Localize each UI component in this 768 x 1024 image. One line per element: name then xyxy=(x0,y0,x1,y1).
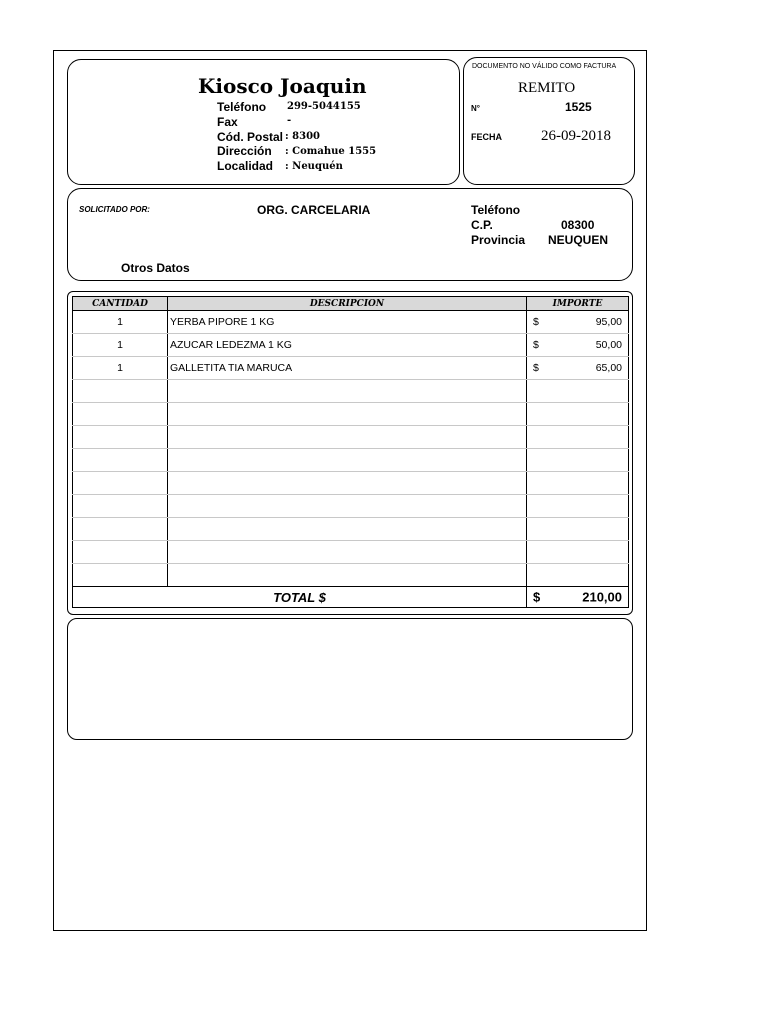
client-province-label: Provincia xyxy=(471,233,526,247)
table-row xyxy=(73,334,629,357)
header-descripcion: DESCRIPCION xyxy=(168,297,527,311)
currency-symbol: $ xyxy=(533,339,539,351)
amount-value: 95,00 xyxy=(595,316,622,328)
amount-cell xyxy=(527,403,629,426)
table-row xyxy=(73,380,629,403)
description-cell xyxy=(168,449,527,472)
qty-cell xyxy=(73,564,168,587)
document-number: 1525 xyxy=(565,100,592,114)
qty-cell: 1 xyxy=(73,311,168,334)
postal-code-value: : 8300 xyxy=(285,131,321,142)
header-cantidad: CANTIDAD xyxy=(73,297,168,311)
total-label: TOTAL $ xyxy=(73,587,527,608)
table-row xyxy=(73,426,629,449)
phone-label: Teléfono xyxy=(217,100,267,114)
qty-cell xyxy=(73,472,168,495)
qty-cell xyxy=(73,541,168,564)
items-header-row xyxy=(73,297,629,311)
amount-cell xyxy=(527,426,629,449)
amount-cell xyxy=(527,518,629,541)
table-row xyxy=(73,495,629,518)
description-cell: YERBA PIPORE 1 KG xyxy=(168,311,527,334)
description-cell xyxy=(168,426,527,449)
date-label: FECHA xyxy=(471,132,502,142)
description-cell xyxy=(168,564,527,587)
qty-cell xyxy=(73,449,168,472)
description-cell xyxy=(168,380,527,403)
amount-value: 65,00 xyxy=(595,362,622,374)
client-phone-label: Teléfono xyxy=(471,203,521,217)
total-currency: $ xyxy=(533,589,541,605)
total-amount-cell xyxy=(527,587,629,608)
not-valid-notice: DOCUMENTO NO VÁLIDO COMO FACTURA xyxy=(472,63,617,70)
amount-cell xyxy=(527,311,629,334)
amount-cell xyxy=(527,380,629,403)
total-row xyxy=(73,587,629,608)
other-data-label: Otros Datos xyxy=(121,261,190,275)
description-cell xyxy=(168,495,527,518)
amount-cell xyxy=(527,541,629,564)
amount-value: 50,00 xyxy=(595,339,622,351)
qty-cell: 1 xyxy=(73,334,168,357)
table-row xyxy=(73,311,629,334)
document-type: REMITO xyxy=(518,80,576,96)
notes-box xyxy=(67,618,633,740)
description-cell: AZUCAR LEDEZMA 1 KG xyxy=(168,334,527,357)
description-cell xyxy=(168,541,527,564)
table-row xyxy=(73,357,629,380)
remito-box xyxy=(463,57,635,185)
fax-label: Fax xyxy=(217,115,238,129)
document-date: 26-09-2018 xyxy=(541,128,611,144)
amount-cell xyxy=(527,357,629,380)
qty-cell xyxy=(73,518,168,541)
items-table xyxy=(72,296,629,608)
qty-cell xyxy=(73,426,168,449)
phone-value: 299-5044155 xyxy=(287,101,361,112)
amount-cell xyxy=(527,334,629,357)
amount-cell xyxy=(527,449,629,472)
amount-cell xyxy=(527,564,629,587)
qty-cell xyxy=(73,403,168,426)
total-amount: 210,00 xyxy=(582,589,622,605)
table-row xyxy=(73,518,629,541)
qty-cell: 1 xyxy=(73,357,168,380)
client-cp-label: C.P. xyxy=(471,218,493,232)
table-row xyxy=(73,541,629,564)
requested-by-label: SOLICITADO POR: xyxy=(79,205,150,214)
description-cell xyxy=(168,403,527,426)
amount-cell xyxy=(527,495,629,518)
company-name: Kiosco Joaquin xyxy=(198,74,367,98)
currency-symbol: $ xyxy=(533,316,539,328)
address-label: Dirección xyxy=(217,144,272,158)
requested-by-value: ORG. CARCELARIA xyxy=(257,203,371,217)
qty-cell xyxy=(73,380,168,403)
postal-code-label: Cód. Postal xyxy=(217,130,284,144)
locality-label: Localidad xyxy=(217,159,274,173)
table-row xyxy=(73,472,629,495)
table-row xyxy=(73,403,629,426)
client-cp-value: 08300 xyxy=(561,218,595,232)
description-cell xyxy=(168,518,527,541)
header-importe: IMPORTE xyxy=(527,297,629,311)
description-cell xyxy=(168,472,527,495)
qty-cell xyxy=(73,495,168,518)
number-label: N° xyxy=(471,104,480,113)
amount-cell xyxy=(527,472,629,495)
address-value: : Comahue 1555 xyxy=(285,146,377,157)
locality-value: : Neuquén xyxy=(285,161,343,172)
client-province-value: NEUQUEN xyxy=(548,233,609,247)
table-row xyxy=(73,564,629,587)
currency-symbol: $ xyxy=(533,362,539,374)
description-cell: GALLETITA TIA MARUCA xyxy=(168,357,527,380)
fax-value: - xyxy=(287,115,292,126)
table-row xyxy=(73,449,629,472)
